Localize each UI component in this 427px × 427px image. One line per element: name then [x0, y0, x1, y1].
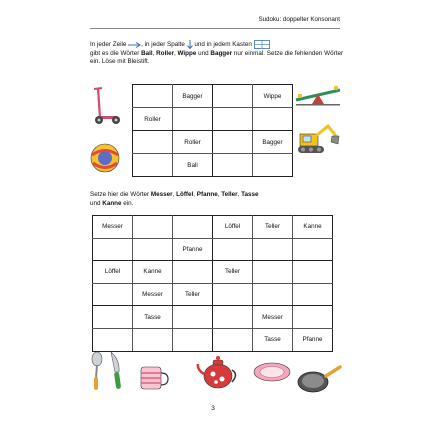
sudoku6-row [93, 216, 333, 239]
instr2-sep-1: , [172, 191, 177, 198]
sudoku4-cell[interactable] [213, 154, 253, 177]
sudoku6-cell[interactable] [93, 306, 133, 329]
box-grid-icon [254, 40, 270, 49]
sudoku4-cell[interactable]: Ball [173, 154, 213, 177]
page-header-title: Sudoku: doppelter Konsonant [258, 16, 340, 23]
sudoku-6x6-grid [92, 215, 333, 352]
sudoku6-row [93, 283, 333, 306]
instr1-word-ball: Ball [141, 49, 153, 57]
seesaw-illustration [294, 84, 342, 106]
sudoku6-cell[interactable]: Messer [93, 216, 133, 239]
sudoku6-cell[interactable] [213, 283, 253, 306]
sudoku6-cell[interactable] [93, 328, 133, 351]
instr1-word-bagger: Bagger [210, 49, 233, 57]
sudoku4-cell[interactable] [213, 85, 253, 108]
sudoku4-cell[interactable] [133, 154, 173, 177]
sudoku4-row [133, 108, 293, 131]
sudoku6-cell[interactable] [213, 306, 253, 329]
instr1-sep-1: , [152, 49, 157, 57]
sudoku4-cell[interactable] [133, 131, 173, 154]
instr2-sep-3: , [217, 191, 222, 198]
plate-illustration [252, 360, 292, 384]
page-number: 3 [211, 405, 215, 412]
instr2-text-2: und [90, 199, 103, 207]
sudoku6-cell[interactable] [173, 216, 213, 239]
instr2-word-messer: Messer [150, 191, 173, 198]
sudoku6-cell[interactable]: Kanne [293, 216, 333, 239]
sudoku6-cell[interactable]: Löffel [93, 261, 133, 284]
sudoku4-cell[interactable]: Wippe [253, 85, 293, 108]
instr2-word-teller: Teller [221, 191, 238, 198]
sudoku6-cell[interactable]: Pfanne [293, 328, 333, 351]
sudoku6-cell[interactable] [293, 261, 333, 284]
instr2-word-loeffel: Löffel [176, 191, 194, 198]
ball-illustration [89, 142, 121, 174]
instr1-word-roller: Roller [156, 49, 175, 57]
sudoku6-cell[interactable] [93, 283, 133, 306]
sudoku6-cell[interactable] [253, 283, 293, 306]
cup-illustration [139, 365, 169, 391]
instr1-text-3: und in jedem Kasten [192, 41, 252, 49]
sudoku6-cell[interactable] [93, 238, 133, 261]
instr1-sep-3: und [196, 49, 211, 57]
knife-illustration [108, 350, 126, 392]
sudoku6-cell[interactable] [293, 238, 333, 261]
instr2-word-pfanne: Pfanne [196, 191, 218, 198]
sudoku6-cell[interactable] [213, 328, 253, 351]
instr2-text-1: Setze hier die Wörter [90, 191, 151, 198]
instr1-word-wippe: Wippe [177, 49, 197, 57]
pan-illustration [296, 364, 342, 396]
teapot-illustration [196, 352, 240, 390]
sudoku6-cell[interactable]: Tasse [253, 328, 293, 351]
sudoku4-cell[interactable] [133, 85, 173, 108]
sudoku4-cell[interactable]: Roller [133, 108, 173, 131]
instr1-text-5: nur einmal. Setze die fehlenden Wörter ein. Löse mit Bleistift. [90, 49, 344, 66]
sudoku6-row [93, 306, 333, 329]
instr1-text-4: gibt es die Wörter [90, 49, 142, 57]
sudoku4-row [133, 154, 293, 177]
sudoku4-cell[interactable] [173, 108, 213, 131]
sudoku6-cell[interactable] [173, 328, 213, 351]
sudoku6-cell[interactable]: Tasse [133, 306, 173, 329]
instr2-sep-2: , [193, 191, 197, 198]
scooter-illustration [88, 86, 122, 126]
sudoku4-cell[interactable] [253, 154, 293, 177]
instr2-text-3: ein. [121, 199, 134, 207]
sudoku6-cell[interactable]: Löffel [213, 216, 253, 239]
excavator-illustration [296, 122, 340, 156]
sudoku-4x4-grid [132, 84, 293, 177]
sudoku6-cell[interactable]: Pfanne [173, 238, 213, 261]
sudoku6-cell[interactable] [133, 238, 173, 261]
sudoku6-row [93, 328, 333, 351]
instr1-text-2: , in jeder Spalte [141, 41, 185, 49]
instr2-word-tasse: Tasse [241, 191, 259, 198]
instructions-2 [90, 191, 345, 208]
sudoku6-cell[interactable] [253, 261, 293, 284]
sudoku6-row [93, 238, 333, 261]
sudoku6-cell[interactable]: Teller [173, 283, 213, 306]
sudoku6-cell[interactable] [293, 306, 333, 329]
arrow-right-icon [128, 42, 141, 48]
sudoku4-row [133, 131, 293, 154]
sudoku4-cell[interactable]: Roller [173, 131, 213, 154]
sudoku6-cell[interactable] [253, 238, 293, 261]
sudoku6-cell[interactable]: Messer [253, 306, 293, 329]
sudoku6-cell[interactable]: Kanne [133, 261, 173, 284]
sudoku6-row [93, 261, 333, 284]
sudoku6-cell[interactable]: Messer [133, 283, 173, 306]
sudoku4-cell[interactable] [253, 108, 293, 131]
sudoku4-cell[interactable] [213, 108, 253, 131]
sudoku6-cell[interactable] [173, 306, 213, 329]
sudoku6-cell[interactable] [213, 238, 253, 261]
instr2-word-kanne: Kanne [102, 199, 122, 207]
sudoku6-cell[interactable] [133, 216, 173, 239]
spoon-illustration [90, 352, 104, 392]
sudoku6-cell[interactable] [173, 261, 213, 284]
sudoku6-cell[interactable]: Teller [213, 261, 253, 284]
instructions-1 [90, 40, 345, 67]
instr2-sep-4: , [237, 191, 242, 198]
header-divider [90, 28, 340, 29]
sudoku4-cell[interactable] [213, 131, 253, 154]
instr1-sep-2: , [174, 49, 178, 57]
sudoku4-cell[interactable]: Bagger [173, 85, 213, 108]
sudoku4-cell[interactable]: Bagger [253, 131, 293, 154]
sudoku6-cell[interactable] [133, 328, 173, 351]
sudoku6-cell[interactable] [293, 283, 333, 306]
sudoku4-row [133, 85, 293, 108]
sudoku6-cell[interactable]: Teller [253, 216, 293, 239]
instr1-text-1: In jeder Zeile [90, 41, 127, 49]
